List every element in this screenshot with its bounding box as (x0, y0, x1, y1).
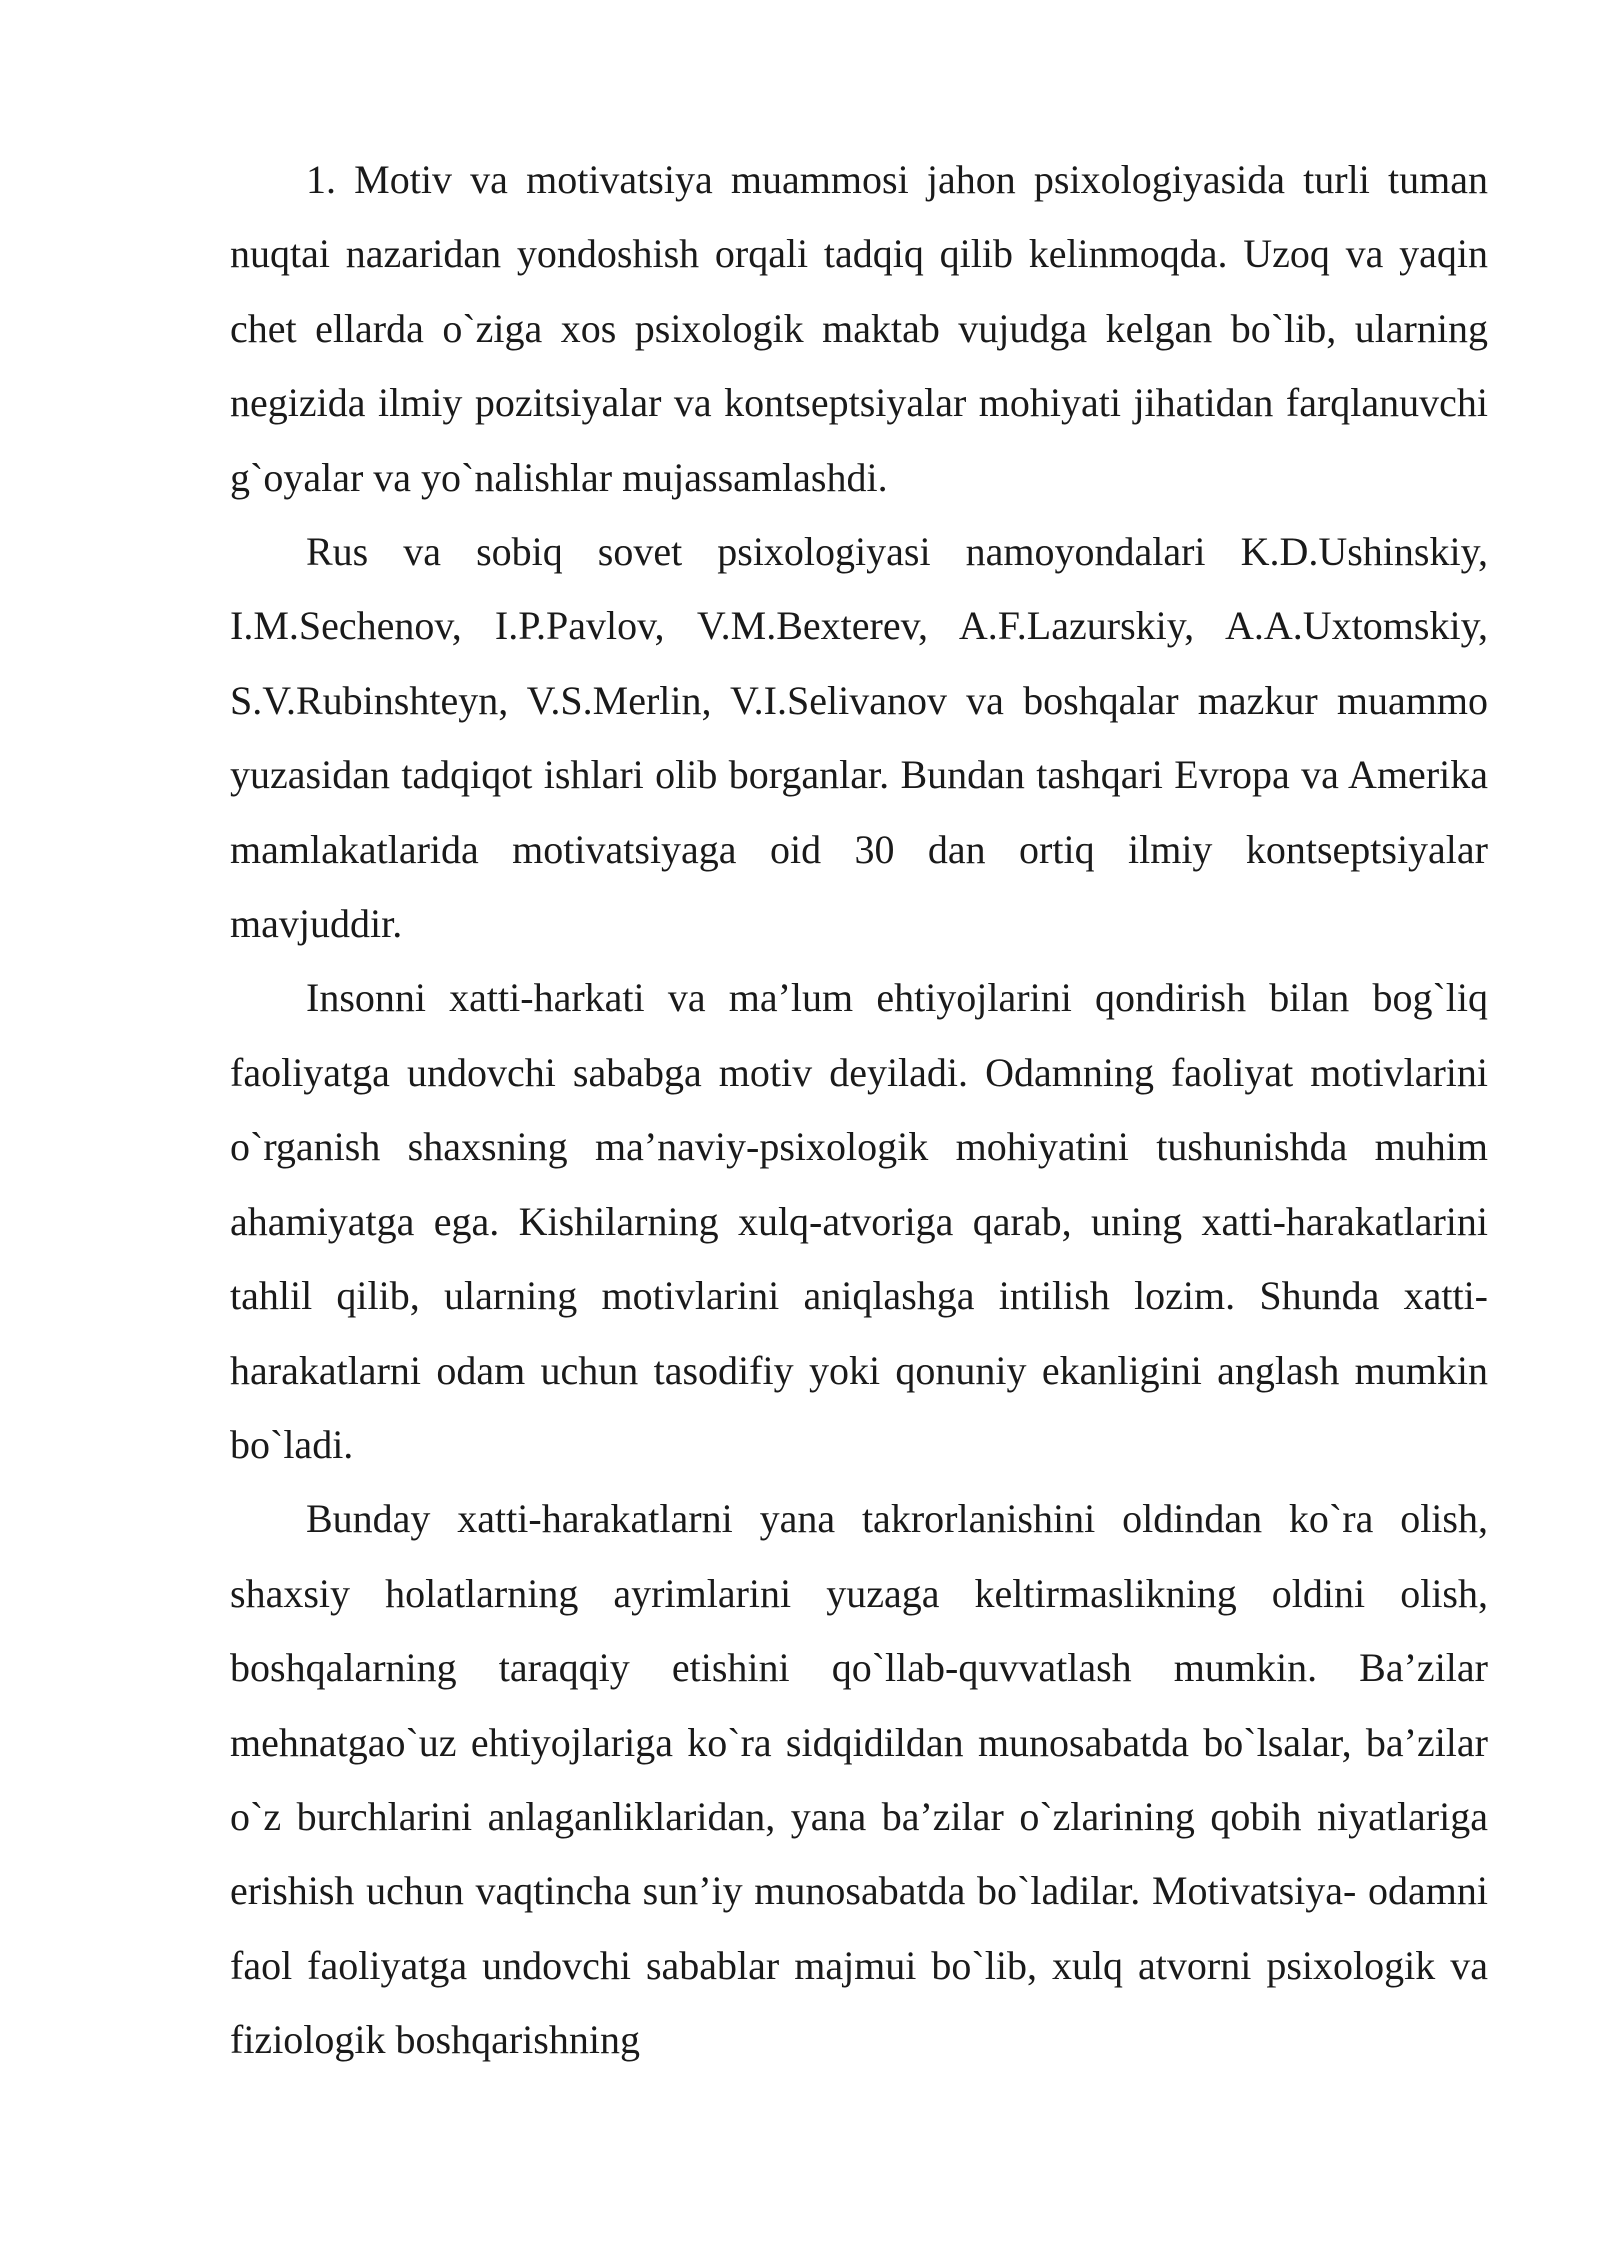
paragraph-behavior-prediction: Bunday xatti-harakatlarni yana takrorlanishini oldindan ko`ra olish, shaxsiy holatlarning ayrimlarini yuzaga keltirmaslikning oldini olish, boshqalarning taraqqiy etishini qo`llab-quvvatlash mumkin. Ba’zilar mehnatgao`uz ehtiyojlariga ko`ra sidqidildan munosabatda bo`lsalar, ba’zilar o`z burchlarini anlaganliklaridan, yana ba’zilar o`zlarining qobih niyatlariga erishish uchun vaqtincha sun’iy munosabatda bo`ladilar. Motivatsiya- odamni faol faoliyatga undovchi sabablar majmui bo`lib, xulq atvorni psixologik va fiziologik boshqarishning (230, 1496, 1488, 2063)
paragraph-motiv-intro: 1. Motiv va motivatsiya muammosi jahon psixologiyasida turli tuman nuqtai nazaridan yondoshish orqali tadqiq qilib kelinmoqda. Uzoq va yaqin chet ellarda o`ziga xos psixologik maktab vujudga kelgan bo`lib, ularning negizida ilmiy pozitsiyalar va kontseptsiyalar mohiyati jihatidan farqlanuvchi g`oyalar va yo`nalishlar mujassamlashdi. (230, 157, 1488, 500)
paragraph-motiv-definition: Insonni xatti-harkati va ma’lum ehtiyojlarini qondirish bilan bog`liq faoliyatga undovchi sababga motiv deyiladi. Odamning faoliyat motivlarini o`rganish shaxsning ma’naviy-psixologik mohiyatini tushunishda muhim ahamiyatga ega. Kishilarning xulq-atvoriga qarab, uning xatti-harakatlarini tahlil qilib, ularning motivlarini aniqlashga intilish lozim. Shunda xatti-harakatlarni odam uchun tasodifiy yoki qonuniy ekanligini anglash mumkin bo`ladi. (230, 975, 1488, 1467)
paragraph-russian-psychologists: Rus va sobiq sovet psixologiyasi namoyondalari K.D.Ushinskiy, I.M.Sechenov, I.P.Pavlov, V.M.Bexterev, A.F.Lazurskiy, A.A.Uxtomskiy, S.V.Rubinshteyn, V.S.Merlin, V.I.Selivanov va boshqalar mazkur muammo yuzasidan tadqiqot ishlari olib borganlar. Bundan tashqari Evropa va Amerika mamlakatlarida motivatsiyaga oid 30 dan ortiq ilmiy kontseptsiyalar mavjuddir. (230, 529, 1488, 947)
body-text (230, 143, 1488, 2078)
